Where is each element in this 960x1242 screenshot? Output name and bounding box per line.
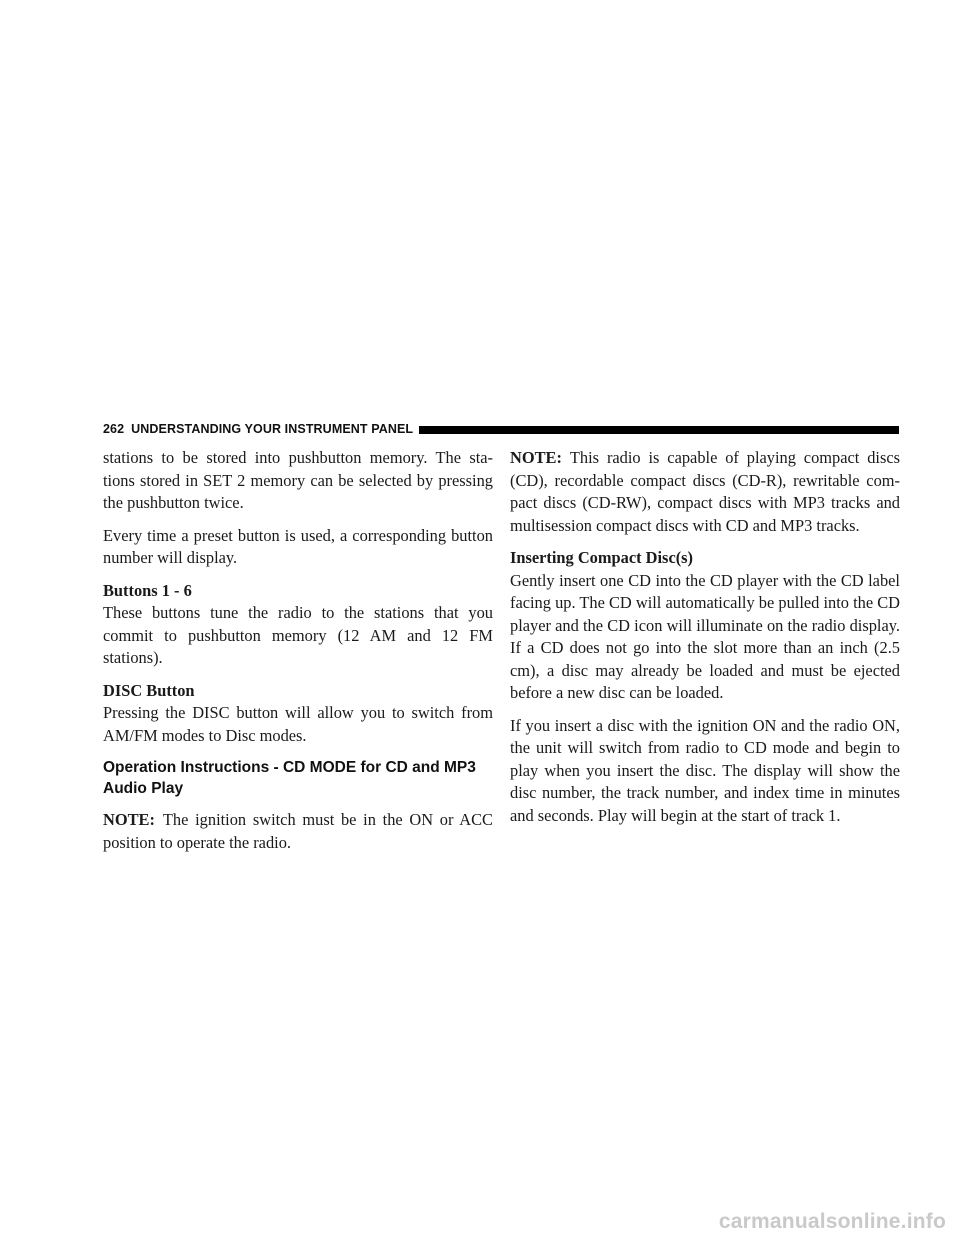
paragraph-ignition-on: If you insert a disc with the ignition ON and the radio ON, the unit will switch from radio to CD mode and begin to play when you insert the disc. The display will show the disc number, the track number, and index time in minutes and seconds. Play will begin at the start of track 1. [510, 715, 900, 825]
paragraph-inserting-compact-discs: Gently insert one CD into the CD player with the CD label facing up. The CD will automatically be pulled into the CD player and the CD icon will illuminate on the radio display. If a CD does not go into the slot more than an inch (2.5 cm), a disc may already be loaded and must be ejected before a new disc can be loaded. [510, 570, 900, 702]
paragraph-preset-button: Every time a preset button is used, a corresponding button number will display. [103, 525, 493, 567]
page-number: 262 [103, 422, 125, 436]
note-disc-capability [510, 447, 900, 537]
heading-operation-instructions: Operation Instructions - CD MODE for CD and MP3 Audio Play [103, 759, 476, 797]
right-column [510, 447, 900, 837]
paragraph-stations-memory: stations to be stored into pushbutton memory. The sta- tions stored in SET 2 memory can be selected by pressing the pushbutton twice. [103, 448, 493, 512]
page-section-title: UNDERSTANDING YOUR INSTRUMENT PANEL [131, 422, 414, 436]
note-label: NOTE: [103, 810, 155, 829]
header-rule [419, 426, 899, 434]
note-ignition-switch [103, 809, 493, 854]
paragraph-disc-button: Pressing the DISC button will allow you to switch from AM/FM modes to Disc modes. [103, 703, 493, 745]
paragraph-buttons-1-6: These buttons tune the radio to the stations that you commit to pushbutton memory (12 AM and 12 FM stations). [103, 603, 493, 667]
page-header [103, 420, 899, 438]
heading-buttons-1-6: Buttons 1 - 6 [103, 580, 192, 600]
heading-inserting-compact-discs: Inserting Compact Disc(s) [510, 548, 694, 567]
note-text: This radio is capable of playing compact discs (CD), recordable compact discs (CD-R), rewritable com- pact discs (CD-RW), compact discs with MP3 tracks and multisession compact discs with CD and MP3 tracks. [510, 448, 900, 535]
heading-disc-button: DISC Button [103, 680, 195, 700]
note-text: The ignition switch must be in the ON or ACC position to operate the radio. [103, 810, 493, 852]
left-column [103, 447, 493, 864]
note-label: NOTE: [510, 448, 562, 467]
watermark-logo: carmanualsonline.info [718, 1210, 946, 1233]
